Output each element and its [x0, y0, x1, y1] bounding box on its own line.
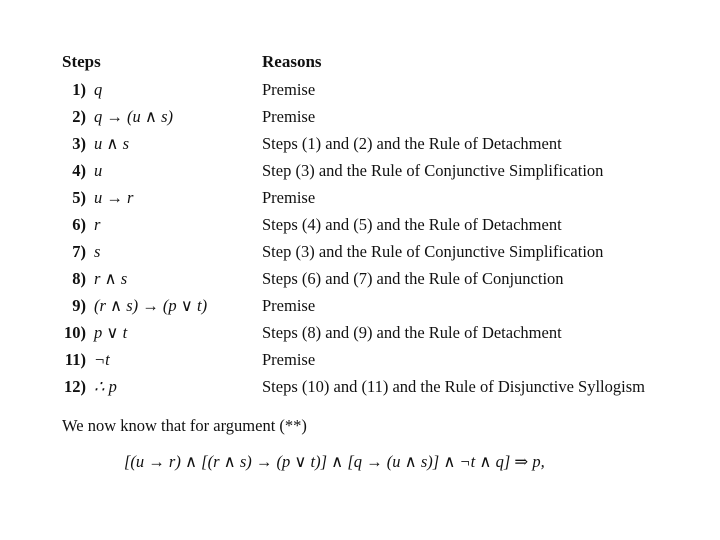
step-reason: Step (3) and the Rule of Conjunctive Simplification [262, 161, 604, 180]
step-reason: Steps (8) and (9) and the Rule of Detachment [262, 323, 562, 342]
step-reason: Premise [262, 296, 316, 315]
step-statement: u ∧ s [94, 134, 129, 153]
proof-row [0, 242, 720, 269]
step-statement: (r ∧ s) → (p ∨ t) [94, 296, 208, 315]
proof-row [0, 107, 720, 134]
proof-row [0, 296, 720, 323]
step-statement: q [94, 80, 103, 99]
proof-row [0, 350, 720, 377]
step-number: 7) [72, 242, 86, 261]
step-statement: ¬t [94, 350, 110, 369]
step-reason: Premise [262, 350, 316, 369]
step-reason: Steps (6) and (7) and the Rule of Conjunction [262, 269, 564, 288]
proof-row [0, 269, 720, 296]
step-reason: Steps (10) and (11) and the Rule of Disjunctive Syllogism [262, 377, 645, 396]
step-reason: Step (3) and the Rule of Conjunctive Simplification [262, 242, 604, 261]
step-statement: r ∧ s [94, 269, 128, 288]
step-number: 3) [72, 134, 86, 153]
step-reason: Steps (1) and (2) and the Rule of Detachment [262, 134, 562, 153]
step-statement: u → r [94, 188, 134, 207]
step-number: 10) [64, 323, 86, 342]
step-number: 11) [64, 350, 86, 369]
proof-row [0, 323, 720, 350]
proof-row [0, 161, 720, 188]
step-number: 5) [72, 188, 86, 207]
step-statement: p ∨ t [94, 323, 128, 342]
step-number: 6) [72, 215, 86, 234]
proof-row [0, 134, 720, 161]
step-statement: ∴ p [94, 377, 117, 396]
step-number: 12) [64, 377, 86, 396]
step-statement: q → (u ∧ s) [94, 107, 173, 126]
step-statement: s [94, 242, 101, 261]
step-number: 1) [72, 80, 86, 99]
step-number: 8) [72, 269, 86, 288]
step-reason: Premise [262, 80, 316, 99]
proof-row [0, 215, 720, 242]
step-number: 9) [72, 296, 86, 315]
reasons-header: Reasons [262, 52, 322, 71]
step-statement: u [94, 161, 103, 180]
proof-row [0, 377, 720, 404]
step-reason: Premise [262, 107, 316, 126]
conclusion-text: We now know that for argument (**) [62, 416, 307, 435]
step-number: 4) [72, 161, 86, 180]
argument-formula: [(u → r) ∧ [(r ∧ s) → (p ∨ t)] ∧ [q → (u ∧ s)] ∧ ¬t ∧ q] ⇒ p, [124, 452, 545, 471]
step-number: 2) [72, 107, 86, 126]
proof-row [0, 188, 720, 215]
proof-row [0, 80, 720, 107]
step-reason: Steps (4) and (5) and the Rule of Detachment [262, 215, 562, 234]
steps-header: Steps [62, 52, 101, 71]
step-statement: r [94, 215, 101, 234]
step-reason: Premise [262, 188, 316, 207]
